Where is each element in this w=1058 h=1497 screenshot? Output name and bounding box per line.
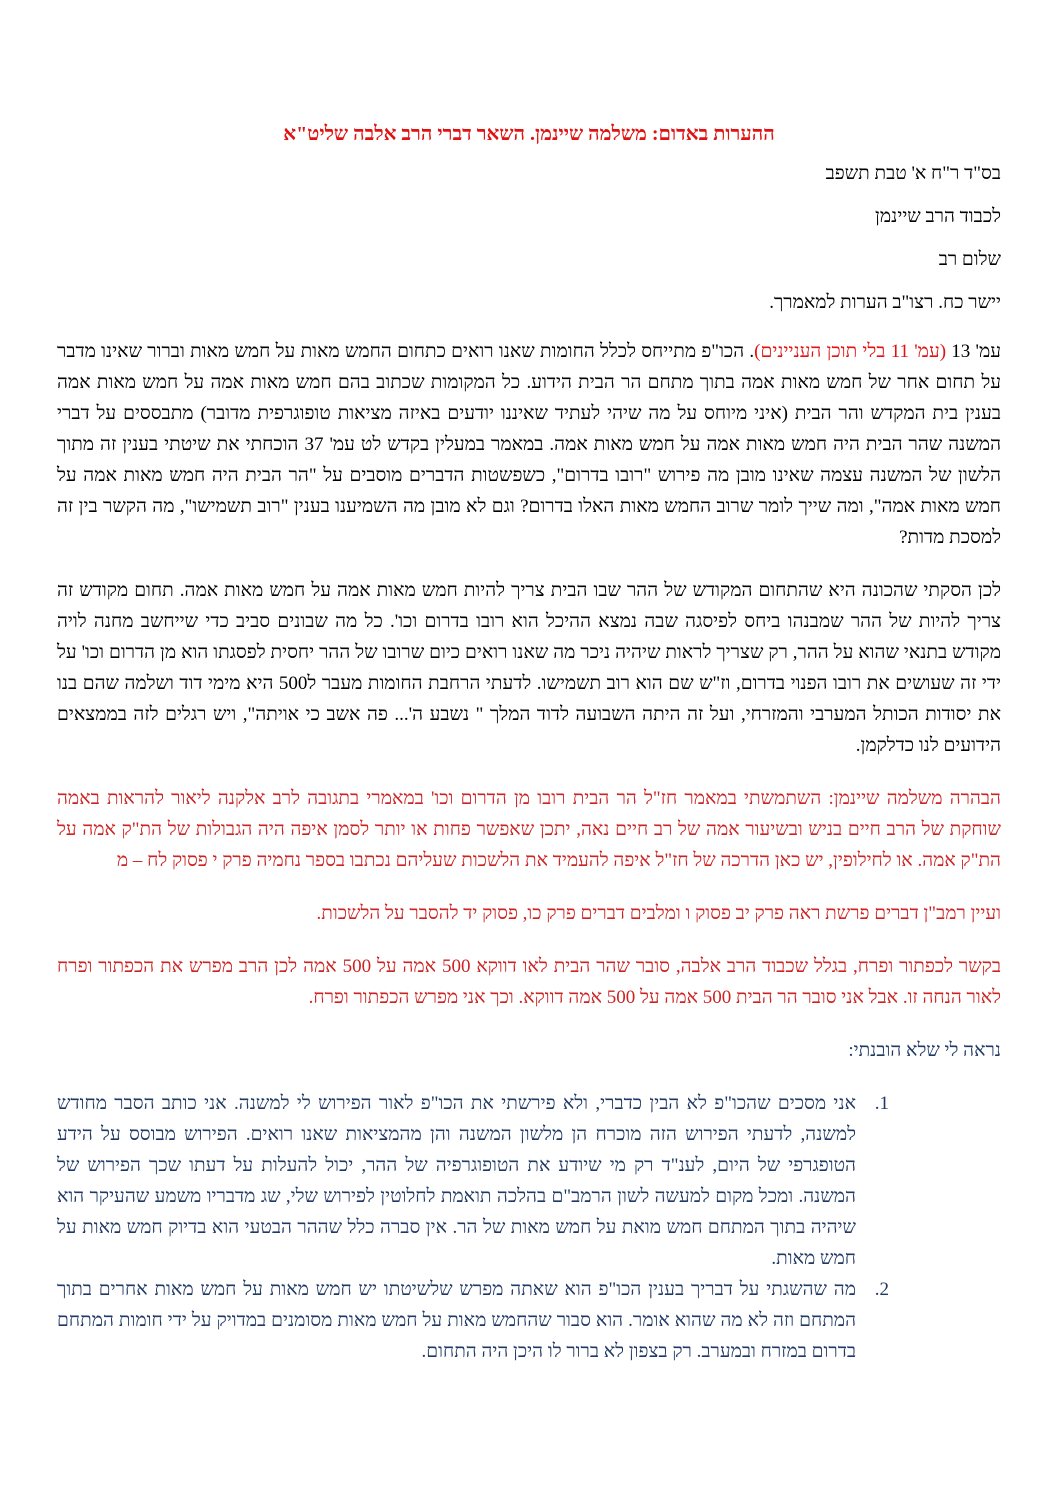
not-understood-heading: נראה לי שלא הובנתי: [848,1040,1001,1061]
besd-date-line: בס"ד ר"ח א' טבת תשפב [825,163,1001,184]
numbered-list [57,1088,1001,1367]
paragraph-page13-black-prefix: עמ' 13 [946,341,1001,362]
clarification-red-paragraph: הבהרה משלמה שיינמן: השתמשתי במאמר חז"ל הר הבית רובו מן הדרום וכו' במאמרי בתגובה לרב אלקנה ליאור להראות באמה שוחקת של הרב חיים בניש ובשיעור אמה של רב חיים נאה, יתכן שאפשר פחות או יותר לסמן איפה היה הגבולות של הת"ק אמה על הת"ק אמה. או לחילופין, יש כאן הדרכה של חז"ל איפה להעמיד את הלשכות שעליהם נכתבו בספר נחמיה פרק י פסוק לח – מ [57,788,1001,871]
thanks-line: יישר כח. רצו"ב הערות למאמרך. [769,292,1001,313]
recipient-line: לכבוד הרב שיינמן [875,206,1001,227]
list-item-marker: 2. [874,1279,889,1300]
references-red-paragraph: ועיין רמב"ן דברים פרשת ראה פרק יב פסוק ו ומלבים דברים פרק כו, פסוק יד להסבר על הלשכות. [316,903,1001,924]
inline-red-page-note: (עמ' 11 בלי תוכן העניינים) [754,341,947,362]
document-title: ההערות באדום: משלמה שיינמן. השאר דברי הרב אלבה שליט"א [283,123,775,145]
list-item-marker: 1. [874,1093,889,1114]
list-item-text: אני מסכים שהכו"פ לא הבין כדברי, ולא פירשתי את הכו"פ לאור הפירוש לי למשנה. אני כותב הסבר מחודש למשנה, לדעתי הפירוש הזה מוכרח הן מלשון המשנה והן מהמציאות שאנו רואים. הפירוש מבוסס על הידע הטופגרפי של היום, לענ"ד רק מי שיודע את הטופוגרפיה של ההר, יכול להעלות על דעתו שכך הפירוש של המשנה. ומכל מקום למעשה לשון הרמב"ם בהלכה תואמת לחלוטין לפירוש שלי, שג מדבריו משמע שהעיקר הוא שיהיה בתוך המתחם חמש מואת על חמש מאות של הר. אין סברה כלל שההר הבטעי הוא בדיוק חמש מאות על חמש מאות. [57,1093,856,1269]
paragraph-page13-argument [57,336,1001,553]
list-item-text: מה שהשגתי על דבריך בענין הכו"פ הוא שאתה מפרש שלשיטתו יש חמש מאות על חמש מאות אחרים בתוך המתחם וזה לא מה שהוא אומר. הוא סבור שהחמש מאות על חמש מאות מסומנים במדויק על ידי חומות המתחם בדרום במזרח ובמערב. רק בצפון לא ברור לו היכן היה התחום. [57,1279,856,1362]
kaftor-perach-red-paragraph: בקשר לכפתור ופרח, בגלל שכבוד הרב אלבה, סובר שהר הבית לאו דווקא 500 אמה על 500 אמה לכן הרב מפרש את הכפתור ופרח לאור הנחה זו. אבל אני סובר הר הבית 500 אמה על 500 אמה דווקא. וכך אני מפרש הכפתור ופרח. [57,956,1001,1008]
list-item [57,1088,889,1274]
paragraph-conclusion-measure: לכן הסקתי שהכונה היא שהתחום המקודש של ההר שבו הבית צריך להיות חמש מאות אמה על חמש מאות אמה. תחום מקודש זה צריך להיות של ההר שמבנהו ביחס לפיסגה שבה נמצא ההיכל הוא רובו בדרום וכו'. כל מה שבונים סביב כדי שייחשב מחנה לויה מקודש בתנאי שהוא על ההר, רק שצריך לראות שיהיה ניכר מה שאנו רואים כיום שרובו של ההר יחסית לפסגתו הוא מן הדרום וכו' על ידי זה שעושים את רובו הפנוי בדרום, וז"ש שם הוא רוב תשמישו. לדעתי הרחבת החומות מעבר ל500 היא מימי דוד ושלמה שהם בנו את יסודות הכותל המערבי והמזרחי, ועל זה היתה השבועה לדוד המלך " נשבע ה'... פה אשב כי אויתה", ויש רגלים לזה בממצאים הידועים לנו כדלקמן. [57,580,1001,756]
greeting-line: שלום רב [938,249,1001,270]
paragraph-page13-black-body: . הכו"פ מתייחס לכלל החומות שאנו רואים כתחום החמש מאות על חמש מאות וברור שאינו מדבר על תחום אחר של חמש מאות אמה בתוך מתחם הר הבית הידוע. כל המקומות שכתוב בהם חמש מאות אמה על חמש מאות אמה בענין בית המקדש והר הבית (איני מיוחס על מה שיהי לעתיד שאיננו יודעים באיזה מציאות טופוגרפית מדובר) מתבססים על דברי המשנה שהר הבית היה חמש מאות אמה על חמש מאות אמה. במאמר במעלין בקדש לט עמ' 37 הוכחתי את שיטתי בענין זה מתוך הלשון של המשנה עצמה שאינו מובן מה פירוש "רובו בדרום", כשפשטות הדברים מוסבים על "הר הבית היה חמש מאות אמה על חמש מאות אמה", ומה שייך לומר שרוב החמש מאות האלו בדרום? וגם לא מובן מה השמיענו בענין "רוב תשמישו", מה הקשר בין זה למסכת מדות? [57,341,1002,548]
list-item [57,1274,889,1367]
